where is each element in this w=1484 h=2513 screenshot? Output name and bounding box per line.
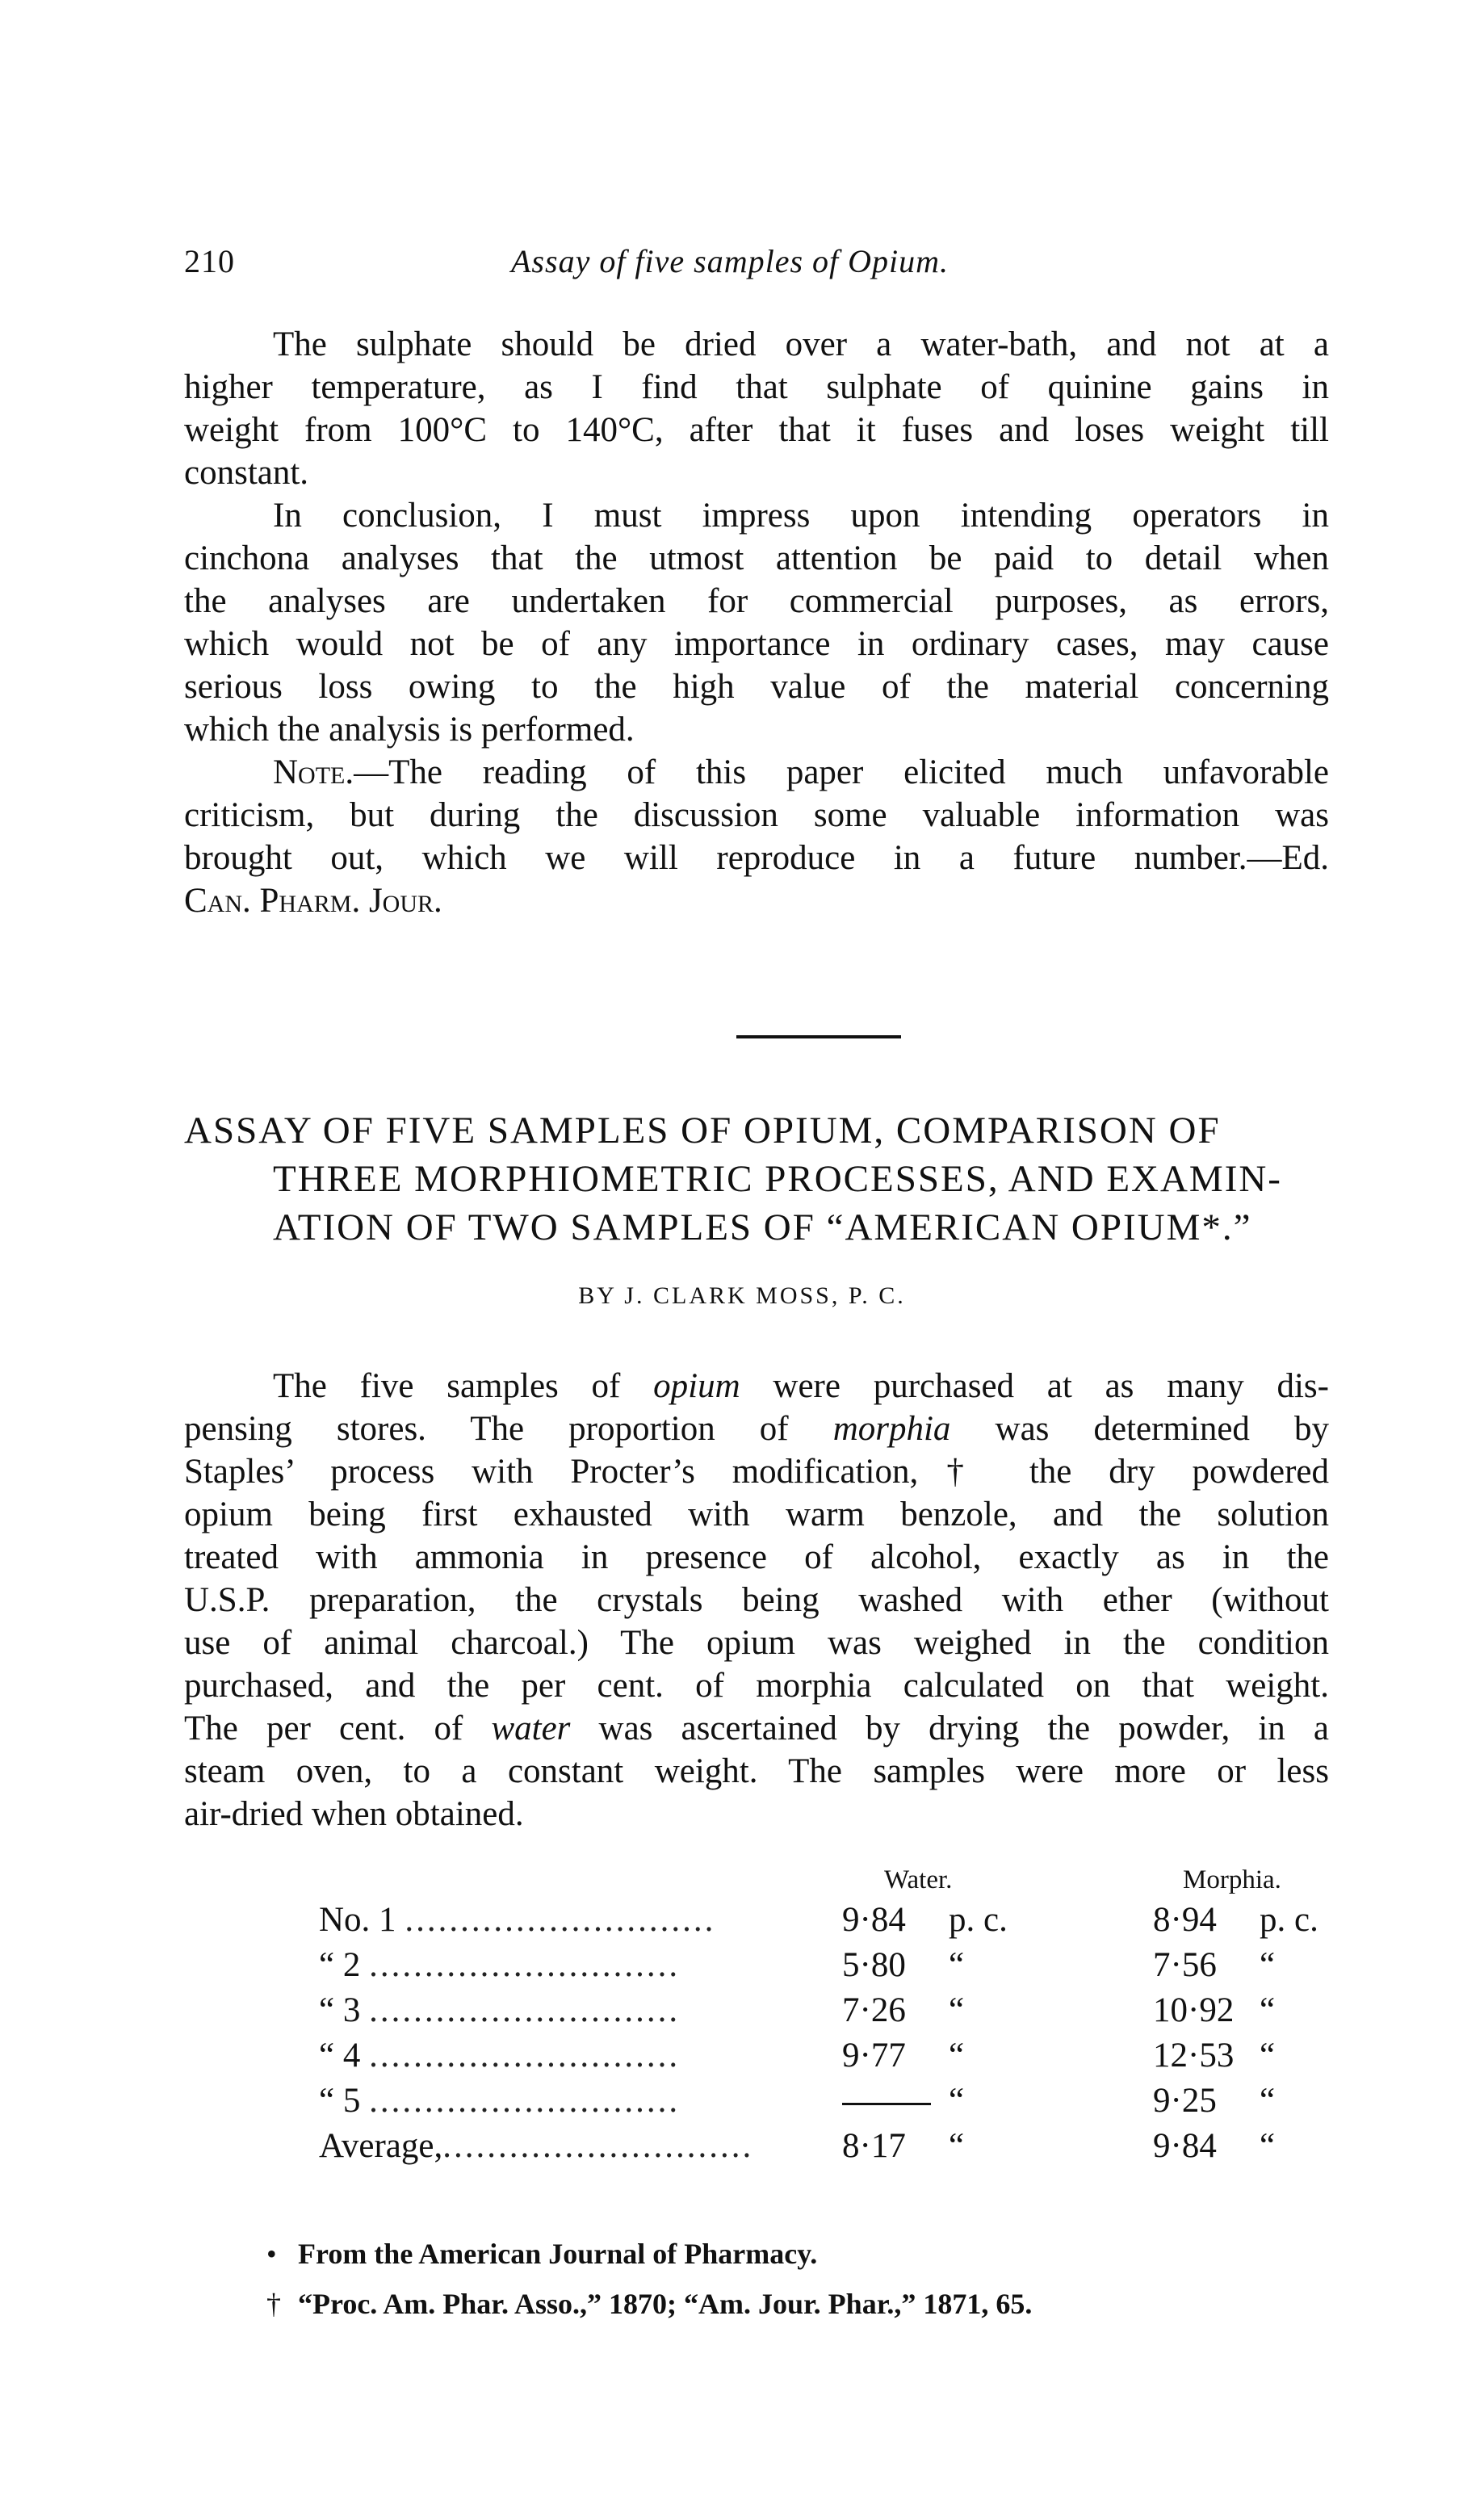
byline: BY J. CLARK MOSS, P. C. bbox=[578, 1282, 906, 1309]
table-row bbox=[319, 1943, 1336, 1988]
note-line: criticism, but during the discussion some valuable information was bbox=[184, 796, 1329, 834]
italic-term: water bbox=[491, 1710, 571, 1747]
article-body bbox=[184, 1365, 1329, 1835]
water-value: 9·77 bbox=[842, 2037, 906, 2075]
footnote bbox=[266, 2279, 1316, 2329]
morphia-value: 12·53 bbox=[1153, 2037, 1235, 2075]
italic-term: morphia bbox=[832, 1410, 951, 1448]
text-line: treated with ammonia in presence of alcohol, exactly as in the bbox=[184, 1538, 1329, 1576]
note-text: —The reading of this paper elicited much unfavorable bbox=[354, 753, 1329, 791]
section-divider bbox=[736, 1035, 901, 1038]
sample-label: No. 1 ............................ bbox=[319, 1901, 716, 1939]
text-line: steam oven, to a constant weight. The samples were more or less bbox=[184, 1752, 1329, 1790]
text-line: purchased, and the per cent. of morphia calculated on that weight. bbox=[184, 1667, 1329, 1705]
water-unit: “ bbox=[949, 1946, 965, 1984]
water-value: 5·80 bbox=[842, 1946, 906, 1984]
water-unit: “ bbox=[949, 2037, 965, 2075]
morphia-unit: “ bbox=[1260, 2037, 1276, 2075]
morphia-unit: “ bbox=[1260, 1991, 1276, 2029]
text-line: opium being first exhausted with warm benzole, and the solution bbox=[184, 1496, 1329, 1533]
italic-term: opium bbox=[653, 1367, 740, 1405]
text-line: U.S.P. preparation, the crystals being washed with ether (without bbox=[184, 1581, 1329, 1619]
table-row bbox=[319, 2079, 1336, 2124]
morphia-value: 7·56 bbox=[1153, 1946, 1217, 1984]
assay-table bbox=[319, 1857, 1336, 2169]
water-column-header: Water. bbox=[884, 1865, 953, 1894]
footnote bbox=[266, 2229, 1316, 2279]
footnote-text: From the American Journal of Pharmacy. bbox=[298, 2238, 818, 2270]
table-row bbox=[319, 2033, 1336, 2079]
morphia-column-header: Morphia. bbox=[1183, 1865, 1281, 1894]
text-line: The five samples of opium were purchased at as many dis- bbox=[273, 1367, 1329, 1405]
text-line: higher temperature, as I find that sulphate of quinine gains in bbox=[184, 368, 1329, 406]
morphia-unit: “ bbox=[1260, 1946, 1276, 1984]
water-value-missing bbox=[842, 2079, 931, 2124]
morphia-unit: “ bbox=[1260, 2127, 1276, 2165]
title-line: ASSAY OF FIVE SAMPLES OF OPIUM, COMPARISON OF bbox=[184, 1110, 1221, 1152]
text-line: pensing stores. The proportion of morphia was determined by bbox=[184, 1410, 1329, 1448]
note-source: Can. Pharm. Jour. bbox=[184, 882, 442, 920]
footnotes bbox=[266, 2229, 1316, 2329]
title-line: ATION OF TWO SAMPLES OF “AMERICAN OPIUM*.” bbox=[273, 1206, 1252, 1248]
running-head bbox=[184, 242, 1314, 291]
text-line: The sulphate should be dried over a water-bath, and not at a bbox=[273, 325, 1329, 363]
sample-label: “ 4 ............................ bbox=[319, 2037, 681, 2075]
note-label: Note. bbox=[273, 753, 354, 791]
note-line bbox=[184, 751, 1329, 794]
sample-label: “ 5 ............................ bbox=[319, 2082, 681, 2120]
text-line: use of animal charcoal.) The opium was weighed in the condition bbox=[184, 1624, 1329, 1662]
average-label: Average,............................ bbox=[319, 2127, 754, 2165]
water-value: 7·26 bbox=[842, 1991, 906, 2029]
text-line: constant. bbox=[184, 454, 309, 492]
sample-label: “ 3 ............................ bbox=[319, 1991, 681, 2029]
text-line: The per cent. of water was ascertained by drying the powder, in a bbox=[184, 1710, 1329, 1747]
text-line: cinchona analyses that the utmost attention be paid to detail when bbox=[184, 539, 1329, 577]
water-value: 9·84 bbox=[842, 1901, 906, 1939]
title-line: THREE MORPHIOMETRIC PROCESSES, AND EXAMIN- bbox=[273, 1158, 1282, 1200]
water-unit: p. c. bbox=[949, 1901, 1008, 1939]
morphia-value: 9·25 bbox=[1153, 2082, 1217, 2120]
water-unit: “ bbox=[949, 2082, 965, 2120]
article-title bbox=[184, 1106, 1331, 1252]
water-value: 8·17 bbox=[842, 2127, 906, 2165]
table-header bbox=[319, 1857, 1336, 1898]
note-line: brought out, which we will reproduce in a future number.—Ed. bbox=[184, 839, 1329, 877]
table-row-average bbox=[319, 2124, 1336, 2169]
dash-rule bbox=[842, 2103, 931, 2105]
water-unit: “ bbox=[949, 2127, 965, 2165]
morphia-unit: p. c. bbox=[1260, 1901, 1318, 1939]
footnote-mark: † bbox=[266, 2288, 281, 2320]
text-line: which the analysis is performed. bbox=[184, 711, 635, 749]
morphia-unit: “ bbox=[1260, 2082, 1276, 2120]
sample-label: “ 2 ............................ bbox=[319, 1946, 681, 1984]
footnote-mark: • bbox=[266, 2238, 277, 2270]
page-number: 210 bbox=[184, 243, 235, 279]
table-row bbox=[319, 1898, 1336, 1943]
text-line: air-dried when obtained. bbox=[184, 1795, 524, 1833]
table-row bbox=[319, 1988, 1336, 2033]
running-title: Assay of five samples of Opium. bbox=[511, 243, 950, 279]
text-line: which would not be of any importance in ordinary cases, may cause bbox=[184, 625, 1329, 663]
text-line: the analyses are undertaken for commercial purposes, as errors, bbox=[184, 582, 1329, 620]
water-unit: “ bbox=[949, 1991, 965, 2029]
footnote-text: “Proc. Am. Phar. Asso.,” 1870; “Am. Jour. Phar.,” 1871, 65. bbox=[298, 2288, 1033, 2320]
prior-article-text bbox=[184, 323, 1329, 922]
morphia-value: 9·84 bbox=[1153, 2127, 1217, 2165]
text-line: serious loss owing to the high value of the material concerning bbox=[184, 668, 1329, 706]
text-line: In conclusion, I must impress upon intending operators in bbox=[273, 497, 1329, 535]
morphia-value: 8·94 bbox=[1153, 1901, 1217, 1939]
text-line: Staples’ process with Procter’s modification,† the dry powdered bbox=[184, 1453, 1329, 1491]
morphia-value: 10·92 bbox=[1153, 1991, 1235, 2029]
text-line: weight from 100°C to 140°C, after that it fuses and loses weight till bbox=[184, 411, 1329, 449]
